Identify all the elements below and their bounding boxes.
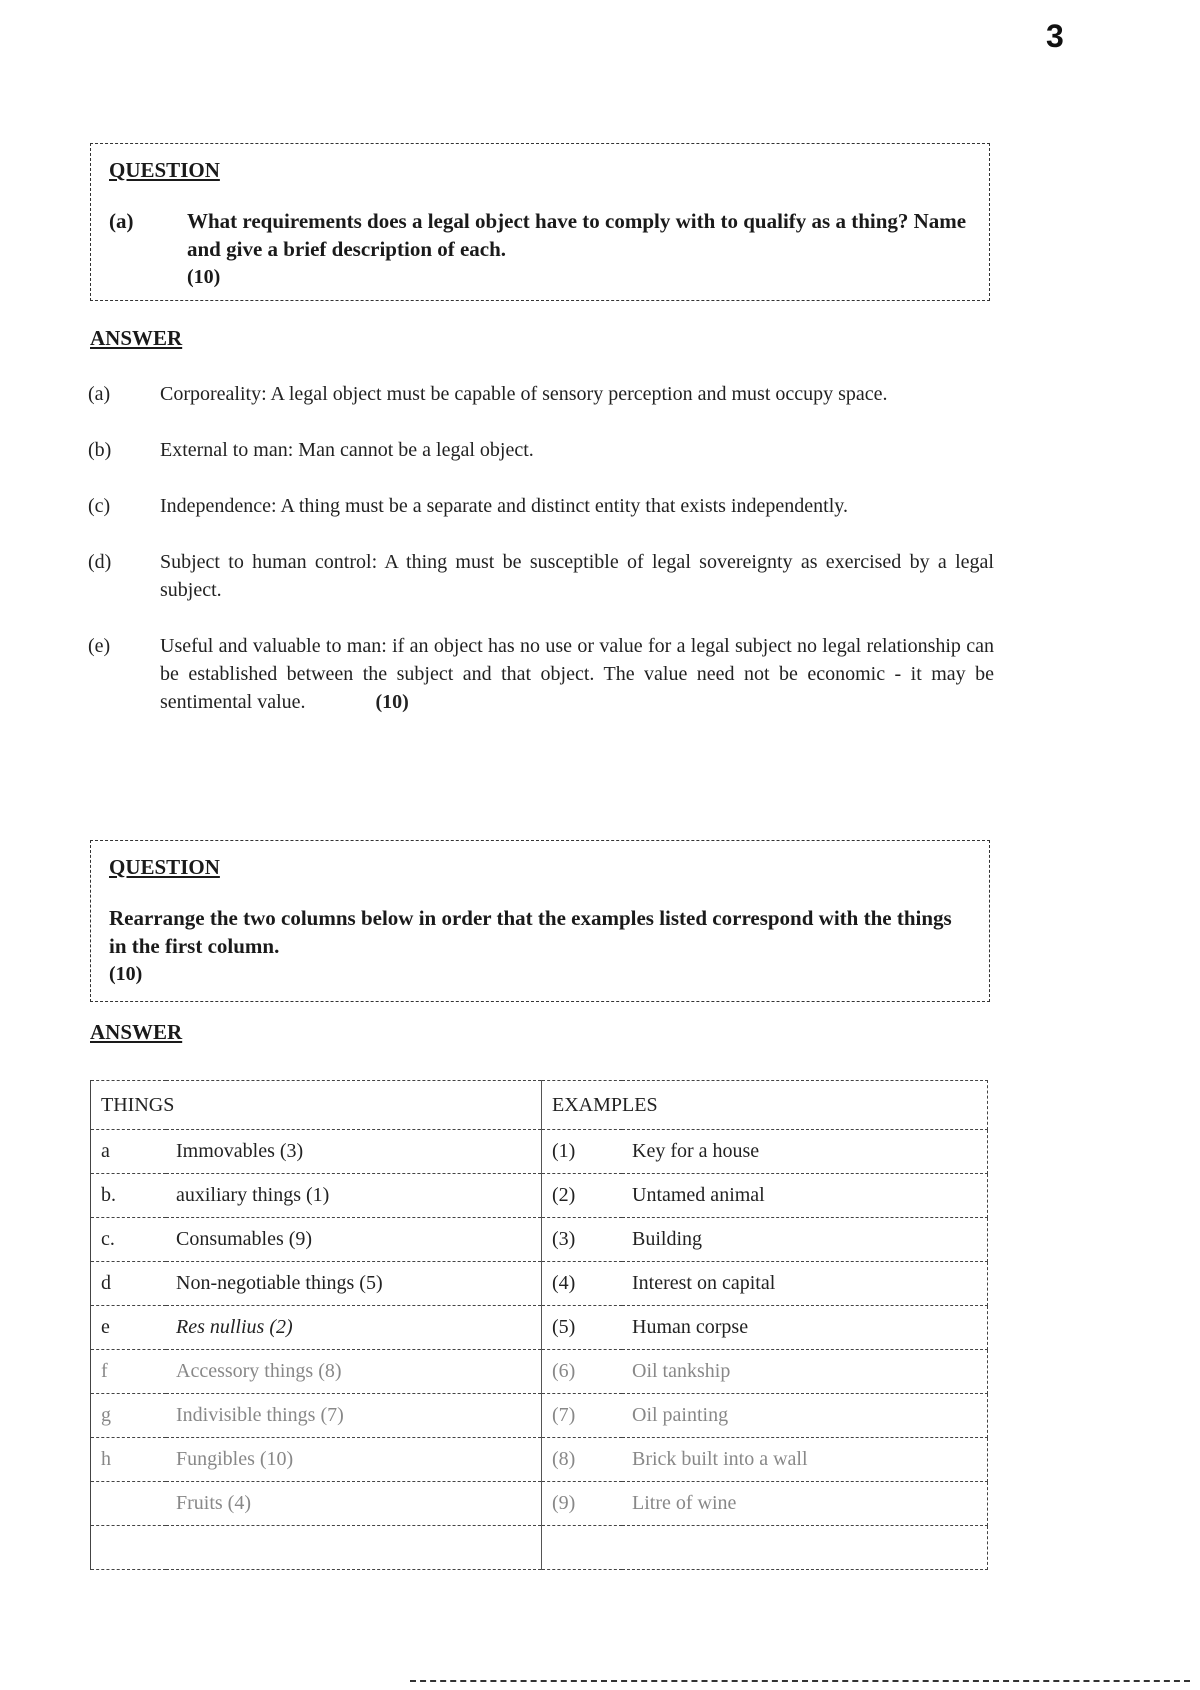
answer-item bbox=[88, 492, 994, 520]
answer-1-heading: ANSWER bbox=[90, 326, 183, 350]
thing-name: auxiliary things (1) bbox=[166, 1174, 542, 1218]
answer-item-text: Corporeality: A legal object must be capable of sensory perception and must occupy space. bbox=[160, 383, 888, 405]
question-1-label: (a) bbox=[109, 209, 134, 233]
answer-item bbox=[88, 380, 994, 408]
header-things: THINGS bbox=[91, 1081, 542, 1130]
answer-item bbox=[88, 436, 994, 464]
answer-1-list bbox=[88, 380, 994, 744]
table-row bbox=[91, 1218, 988, 1262]
example-name: Litre of wine bbox=[622, 1482, 988, 1526]
answer-item-text: Useful and valuable to man: if an object has no use or value for a legal subject no legal relationship can be established between the subject and that object. The value need not be economic - it may be sentimental value. bbox=[160, 635, 994, 713]
example-number: (8) bbox=[542, 1438, 623, 1482]
table-row bbox=[91, 1306, 988, 1350]
thing-name: Non-negotiable things (5) bbox=[166, 1262, 542, 1306]
thing-letter: d bbox=[91, 1262, 167, 1306]
example-number: (7) bbox=[542, 1394, 623, 1438]
table-row bbox=[91, 1130, 988, 1174]
example-name: Human corpse bbox=[622, 1306, 988, 1350]
example-name: Brick built into a wall bbox=[622, 1438, 988, 1482]
question-1-marks: (10) bbox=[187, 266, 221, 288]
example-name: Oil tankship bbox=[622, 1350, 988, 1394]
table-row bbox=[91, 1262, 988, 1306]
thing-letter: b. bbox=[91, 1174, 167, 1218]
example-number: (3) bbox=[542, 1218, 623, 1262]
answer-item-label: (b) bbox=[88, 439, 112, 461]
example-number: (6) bbox=[542, 1350, 623, 1394]
thing-name: Accessory things (8) bbox=[166, 1350, 542, 1394]
thing-name: Consumables (9) bbox=[166, 1218, 542, 1262]
header-examples: EXAMPLES bbox=[542, 1081, 988, 1130]
example-number bbox=[542, 1526, 623, 1570]
question-1-row bbox=[109, 207, 971, 263]
answer-item-text: Subject to human control: A thing must be susceptible of legal sovereignty as exercised by a legal subject. bbox=[160, 551, 994, 601]
answer-2-heading: ANSWER bbox=[90, 1020, 183, 1044]
answer-item-text: Independence: A thing must be a separate and distinct entity that exists independently. bbox=[160, 495, 848, 517]
thing-letter: e bbox=[91, 1306, 167, 1350]
table-row bbox=[91, 1438, 988, 1482]
thing-name: Res nullius (2) bbox=[166, 1306, 542, 1350]
thing-name bbox=[166, 1526, 542, 1570]
question-1-box bbox=[90, 143, 990, 301]
example-name: Oil painting bbox=[622, 1394, 988, 1438]
example-name: Key for a house bbox=[622, 1130, 988, 1174]
example-name: Untamed animal bbox=[622, 1174, 988, 1218]
thing-letter: c. bbox=[91, 1218, 167, 1262]
thing-letter: h bbox=[91, 1438, 167, 1482]
answer-item bbox=[88, 632, 994, 716]
question-2-box bbox=[90, 840, 990, 1002]
example-number: (2) bbox=[542, 1174, 623, 1218]
thing-name: Fruits (4) bbox=[166, 1482, 542, 1526]
table-row bbox=[91, 1350, 988, 1394]
bottom-dashed-rule bbox=[410, 1680, 1190, 1684]
table-row bbox=[91, 1526, 988, 1570]
question-2-heading: QUESTION bbox=[109, 855, 220, 879]
question-1-heading: QUESTION bbox=[109, 158, 220, 182]
table-row bbox=[91, 1482, 988, 1526]
page-number: 3 bbox=[1046, 18, 1064, 54]
table-header-row bbox=[91, 1081, 988, 1130]
example-name: Interest on capital bbox=[622, 1262, 988, 1306]
example-name: Building bbox=[622, 1218, 988, 1262]
table-row bbox=[91, 1394, 988, 1438]
thing-name: Indivisible things (7) bbox=[166, 1394, 542, 1438]
question-2-text: Rearrange the two columns below in order that the examples listed correspond with the things in the first column. bbox=[109, 906, 952, 958]
question-2-marks: (10) bbox=[109, 963, 143, 985]
example-name bbox=[622, 1526, 988, 1570]
thing-letter: f bbox=[91, 1350, 167, 1394]
thing-letter: a bbox=[91, 1130, 167, 1174]
answer-item-label: (c) bbox=[88, 495, 111, 517]
thing-name: Immovables (3) bbox=[166, 1130, 542, 1174]
answer-item-label: (e) bbox=[88, 635, 111, 657]
thing-name: Fungibles (10) bbox=[166, 1438, 542, 1482]
example-number: (9) bbox=[542, 1482, 623, 1526]
question-1-text: What requirements does a legal object have to comply with to qualify as a thing? Name and give a brief description of each. bbox=[187, 209, 967, 261]
answer-item-text: External to man: Man cannot be a legal object. bbox=[160, 439, 534, 461]
example-number: (1) bbox=[542, 1130, 623, 1174]
example-number: (4) bbox=[542, 1262, 623, 1306]
answer-item-label: (d) bbox=[88, 551, 112, 573]
answer-item-body bbox=[160, 632, 994, 716]
answer-item-label: (a) bbox=[88, 383, 111, 405]
thing-letter: g bbox=[91, 1394, 167, 1438]
table-row bbox=[91, 1174, 988, 1218]
answer-item bbox=[88, 548, 994, 604]
things-examples-table bbox=[90, 1080, 988, 1570]
thing-letter bbox=[91, 1526, 167, 1570]
example-number: (5) bbox=[542, 1306, 623, 1350]
thing-letter bbox=[91, 1482, 167, 1526]
answer-item-marks: (10) bbox=[375, 691, 409, 713]
